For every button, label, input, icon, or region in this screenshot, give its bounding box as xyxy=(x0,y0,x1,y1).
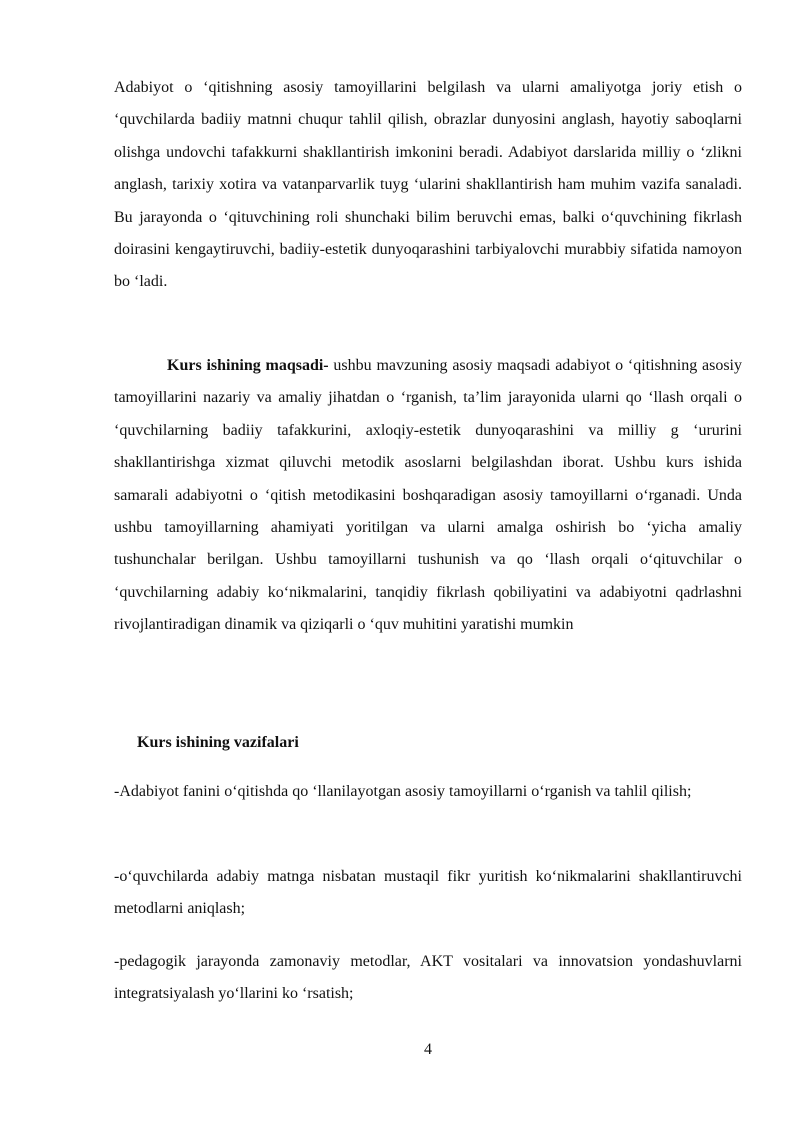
document-page xyxy=(114,0,742,1131)
goal-label: Kurs ishining maqsadi- xyxy=(167,357,329,374)
task-item: -o‘quvchilarda adabiy matnga nisbatan mustaqil fikr yuritish ko‘nikmalarini shakllantiruvchi metodlarni aniqlash; xyxy=(114,868,742,918)
tasks-heading: Kurs ishining vazifalari xyxy=(137,734,299,751)
task-item: -Adabiyot fanini o‘qitishda qo ‘llanilayotgan asosiy tamoyillarni o‘rganish va tahlil qilish; xyxy=(114,783,692,800)
task-item: -pedagogik jarayonda zamonaviy metodlar, AKT vositalari va innovatsion yondashuvlarni integratsiyalash yo‘llarini ko ‘rsatish; xyxy=(114,953,742,1003)
goal-paragraph xyxy=(114,350,742,642)
intro-paragraph: Adabiyot o ‘qitishning asosiy tamoyillarini belgilash va ularni amaliyotga joriy etish o ‘quvchilarda badiiy matnni chuqur tahlil qilish, obrazlar dunyosini anglash, hayotiy saboqlarni olishga undovchi tafakkurni shakllantirish imkonini beradi. Adabiyot darslarida milliy o ‘zlikni anglash, tarixiy xotira va vatanparvarlik tuyg ‘ularini shakllantirish ham muhim vazifa sanaladi. Bu jarayonda o ‘qituvchining roli shunchaki bilim beruvchi emas, balki o‘quvchining fikrlash doirasini kengaytiruvchi, badiiy-estetik dunyoqarashini tarbiyalovchi murabbiy sifatida namoyon bo ‘ladi. xyxy=(114,79,742,291)
page-number: 4 xyxy=(424,1041,432,1058)
goal-text: ushbu mavzuning asosiy maqsadi adabiyot o ‘qitishning asosiy tamoyillarini nazariy va amaliy jihatdan o ‘rganish, ta’lim jarayonida ularni qo ‘llash orqali o ‘quvchilarning badiiy tafakkurini, axloqiy-estetik dunyoqarashini va milliy g ‘ururini shakllantirishga xizmat qiluvchi metodik asoslarni belgilashdan iborat. Ushbu kurs ishida samarali adabiyotni o ‘qitish metodikasini boshqaradigan asosiy tamoyillarni o‘rganadi. Unda ushbu tamoyillarning ahamiyati yoritilgan va ularni amalga oshirish bo ‘yicha amaliy tushunchalar berilgan. Ushbu tamoyillarni tushunish va qo ‘llash orqali o‘qituvchilar o ‘quvchilarning adabiy ko‘nikmalarini, tanqidiy fikrlash qobiliyatini va adabiyotni qadrlashni rivojlantiradigan dinamik va qiziqarli o ‘quv muhitini yaratishi mumkin xyxy=(114,357,742,634)
